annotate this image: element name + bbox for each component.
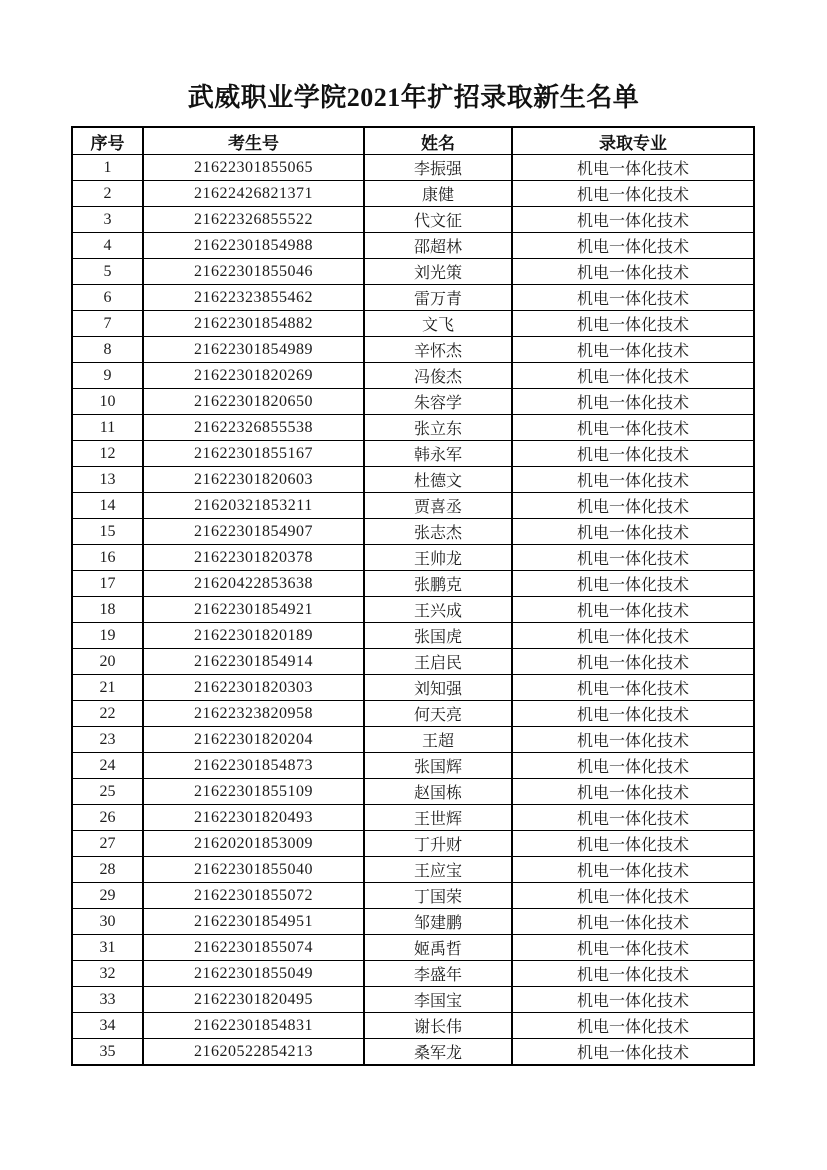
cell-name: 王世辉 (364, 805, 512, 831)
cell-major: 机电一体化技术 (512, 597, 754, 623)
cell-major: 机电一体化技术 (512, 571, 754, 597)
cell-major: 机电一体化技术 (512, 233, 754, 259)
cell-no: 26 (72, 805, 143, 831)
table-row (72, 181, 754, 207)
column-header-no: 序号 (72, 127, 143, 155)
cell-name: 张国辉 (364, 753, 512, 779)
cell-name: 张鹏克 (364, 571, 512, 597)
cell-candidate-no: 21622301855040 (143, 857, 364, 883)
cell-no: 35 (72, 1039, 143, 1066)
cell-major: 机电一体化技术 (512, 857, 754, 883)
cell-name: 辛怀杰 (364, 337, 512, 363)
cell-no: 28 (72, 857, 143, 883)
cell-candidate-no: 21622301855046 (143, 259, 364, 285)
cell-no: 1 (72, 155, 143, 181)
table-row (72, 1039, 754, 1066)
table-row (72, 649, 754, 675)
cell-major: 机电一体化技术 (512, 337, 754, 363)
cell-name: 赵国栋 (364, 779, 512, 805)
cell-candidate-no: 21622326855522 (143, 207, 364, 233)
cell-name: 何天亮 (364, 701, 512, 727)
cell-candidate-no: 21622326855538 (143, 415, 364, 441)
cell-candidate-no: 21622301854907 (143, 519, 364, 545)
table-row (72, 857, 754, 883)
table-row (72, 363, 754, 389)
cell-no: 11 (72, 415, 143, 441)
table-row (72, 207, 754, 233)
cell-major: 机电一体化技术 (512, 155, 754, 181)
cell-major: 机电一体化技术 (512, 493, 754, 519)
cell-no: 34 (72, 1013, 143, 1039)
table-row (72, 623, 754, 649)
cell-major: 机电一体化技术 (512, 389, 754, 415)
cell-no: 16 (72, 545, 143, 571)
cell-name: 张立东 (364, 415, 512, 441)
column-header-candidate-no: 考生号 (143, 127, 364, 155)
cell-name: 杜德文 (364, 467, 512, 493)
table-row (72, 285, 754, 311)
table-row (72, 233, 754, 259)
cell-candidate-no: 21622301855167 (143, 441, 364, 467)
cell-major: 机电一体化技术 (512, 961, 754, 987)
cell-major: 机电一体化技术 (512, 311, 754, 337)
cell-major: 机电一体化技术 (512, 883, 754, 909)
table-row (72, 701, 754, 727)
cell-no: 4 (72, 233, 143, 259)
table-row (72, 259, 754, 285)
cell-candidate-no: 21622301820269 (143, 363, 364, 389)
cell-candidate-no: 21620522854213 (143, 1039, 364, 1066)
cell-name: 朱容学 (364, 389, 512, 415)
table-row (72, 519, 754, 545)
cell-candidate-no: 21622301820493 (143, 805, 364, 831)
table-row (72, 883, 754, 909)
cell-name: 张国虎 (364, 623, 512, 649)
page-title: 武威职业学院2021年扩招录取新生名单 (187, 83, 640, 112)
cell-name: 康健 (364, 181, 512, 207)
cell-no: 15 (72, 519, 143, 545)
cell-major: 机电一体化技术 (512, 831, 754, 857)
cell-no: 31 (72, 935, 143, 961)
cell-no: 20 (72, 649, 143, 675)
cell-no: 17 (72, 571, 143, 597)
table-row (72, 155, 754, 181)
cell-name: 代文征 (364, 207, 512, 233)
cell-major: 机电一体化技术 (512, 805, 754, 831)
cell-no: 32 (72, 961, 143, 987)
cell-no: 25 (72, 779, 143, 805)
table-row (72, 1013, 754, 1039)
table-row (72, 467, 754, 493)
cell-candidate-no: 21622301855074 (143, 935, 364, 961)
table-row (72, 675, 754, 701)
cell-no: 6 (72, 285, 143, 311)
cell-name: 刘知强 (364, 675, 512, 701)
table-row (72, 987, 754, 1013)
table-row (72, 493, 754, 519)
cell-no: 8 (72, 337, 143, 363)
cell-major: 机电一体化技术 (512, 701, 754, 727)
table-row (72, 805, 754, 831)
cell-name: 韩永军 (364, 441, 512, 467)
table-row (72, 597, 754, 623)
cell-candidate-no: 21622301855049 (143, 961, 364, 987)
cell-candidate-no: 21622301820378 (143, 545, 364, 571)
cell-candidate-no: 21622301855109 (143, 779, 364, 805)
cell-major: 机电一体化技术 (512, 363, 754, 389)
table-row (72, 415, 754, 441)
table-row (72, 935, 754, 961)
cell-name: 王应宝 (364, 857, 512, 883)
cell-candidate-no: 21622301820303 (143, 675, 364, 701)
table-row (72, 753, 754, 779)
cell-major: 机电一体化技术 (512, 181, 754, 207)
cell-name: 丁升财 (364, 831, 512, 857)
cell-no: 14 (72, 493, 143, 519)
cell-name: 邵超林 (364, 233, 512, 259)
cell-candidate-no: 21622301855065 (143, 155, 364, 181)
cell-candidate-no: 21622301820204 (143, 727, 364, 753)
cell-candidate-no: 21620321853211 (143, 493, 364, 519)
cell-name: 冯俊杰 (364, 363, 512, 389)
cell-major: 机电一体化技术 (512, 467, 754, 493)
cell-name: 王兴成 (364, 597, 512, 623)
cell-candidate-no: 21620201853009 (143, 831, 364, 857)
cell-candidate-no: 21622301854951 (143, 909, 364, 935)
cell-name: 姬禹哲 (364, 935, 512, 961)
cell-major: 机电一体化技术 (512, 727, 754, 753)
cell-candidate-no: 21620422853638 (143, 571, 364, 597)
cell-major: 机电一体化技术 (512, 545, 754, 571)
cell-major: 机电一体化技术 (512, 987, 754, 1013)
cell-no: 30 (72, 909, 143, 935)
cell-no: 18 (72, 597, 143, 623)
admission-table (71, 126, 755, 1066)
cell-name: 王帅龙 (364, 545, 512, 571)
cell-no: 10 (72, 389, 143, 415)
cell-major: 机电一体化技术 (512, 285, 754, 311)
cell-candidate-no: 21622301820495 (143, 987, 364, 1013)
cell-major: 机电一体化技术 (512, 649, 754, 675)
cell-candidate-no: 21622301820603 (143, 467, 364, 493)
cell-no: 19 (72, 623, 143, 649)
cell-no: 13 (72, 467, 143, 493)
cell-candidate-no: 21622301854989 (143, 337, 364, 363)
cell-name: 王超 (364, 727, 512, 753)
cell-major: 机电一体化技术 (512, 415, 754, 441)
cell-no: 2 (72, 181, 143, 207)
cell-name: 文飞 (364, 311, 512, 337)
cell-candidate-no: 21622301854831 (143, 1013, 364, 1039)
cell-name: 邹建鹏 (364, 909, 512, 935)
cell-candidate-no: 21622301820189 (143, 623, 364, 649)
cell-candidate-no: 21622301854882 (143, 311, 364, 337)
cell-no: 7 (72, 311, 143, 337)
cell-no: 3 (72, 207, 143, 233)
table-row (72, 311, 754, 337)
table-row (72, 337, 754, 363)
cell-no: 12 (72, 441, 143, 467)
cell-major: 机电一体化技术 (512, 779, 754, 805)
table-row (72, 389, 754, 415)
cell-name: 张志杰 (364, 519, 512, 545)
cell-candidate-no: 21622323855462 (143, 285, 364, 311)
table-row (72, 545, 754, 571)
table-row (72, 571, 754, 597)
cell-name: 刘光策 (364, 259, 512, 285)
column-header-name: 姓名 (364, 127, 512, 155)
cell-major: 机电一体化技术 (512, 935, 754, 961)
cell-no: 24 (72, 753, 143, 779)
cell-candidate-no: 21622323820958 (143, 701, 364, 727)
cell-no: 29 (72, 883, 143, 909)
table-header-row (72, 127, 754, 155)
cell-no: 22 (72, 701, 143, 727)
cell-name: 王启民 (364, 649, 512, 675)
table-row (72, 909, 754, 935)
cell-name: 李国宝 (364, 987, 512, 1013)
cell-candidate-no: 21622301854988 (143, 233, 364, 259)
cell-candidate-no: 21622301854914 (143, 649, 364, 675)
cell-major: 机电一体化技术 (512, 207, 754, 233)
cell-no: 21 (72, 675, 143, 701)
cell-candidate-no: 21622301854921 (143, 597, 364, 623)
cell-no: 27 (72, 831, 143, 857)
cell-name: 李振强 (364, 155, 512, 181)
table-row (72, 727, 754, 753)
column-header-major: 录取专业 (512, 127, 754, 155)
cell-candidate-no: 21622426821371 (143, 181, 364, 207)
cell-candidate-no: 21622301820650 (143, 389, 364, 415)
cell-major: 机电一体化技术 (512, 675, 754, 701)
cell-major: 机电一体化技术 (512, 259, 754, 285)
cell-name: 李盛年 (364, 961, 512, 987)
cell-major: 机电一体化技术 (512, 519, 754, 545)
cell-name: 雷万青 (364, 285, 512, 311)
cell-no: 23 (72, 727, 143, 753)
cell-no: 33 (72, 987, 143, 1013)
cell-major: 机电一体化技术 (512, 623, 754, 649)
cell-major: 机电一体化技术 (512, 909, 754, 935)
cell-major: 机电一体化技术 (512, 1013, 754, 1039)
cell-name: 丁国荣 (364, 883, 512, 909)
cell-candidate-no: 21622301854873 (143, 753, 364, 779)
cell-major: 机电一体化技术 (512, 1039, 754, 1066)
cell-name: 谢长伟 (364, 1013, 512, 1039)
cell-name: 桑军龙 (364, 1039, 512, 1066)
cell-major: 机电一体化技术 (512, 441, 754, 467)
table-row (72, 779, 754, 805)
table-row (72, 441, 754, 467)
table-row (72, 961, 754, 987)
cell-candidate-no: 21622301855072 (143, 883, 364, 909)
cell-name: 贾喜丞 (364, 493, 512, 519)
table-row (72, 831, 754, 857)
cell-no: 9 (72, 363, 143, 389)
cell-no: 5 (72, 259, 143, 285)
cell-major: 机电一体化技术 (512, 753, 754, 779)
table-body (72, 155, 754, 1066)
